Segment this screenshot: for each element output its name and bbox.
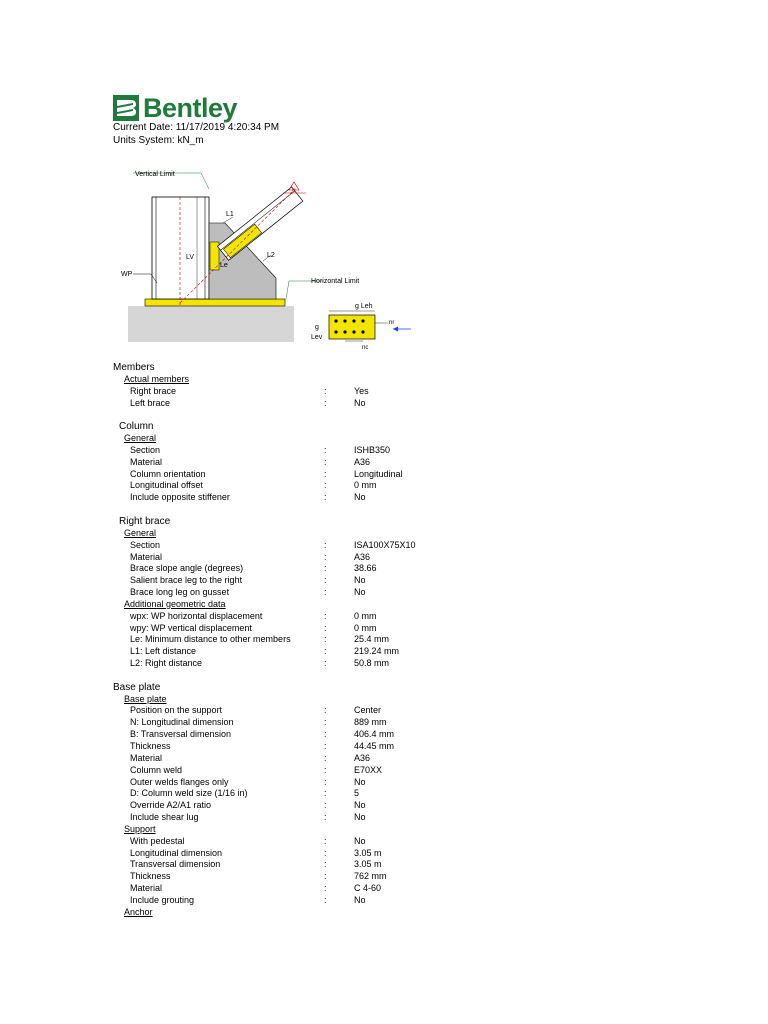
report-row — [113, 575, 533, 587]
section-spacer — [113, 504, 533, 516]
report-row — [113, 859, 533, 871]
row-separator: : — [324, 752, 327, 763]
row-label: Override A2/A1 ratio — [130, 800, 212, 811]
row-label: Include shear lug — [130, 812, 199, 823]
row-separator: : — [324, 539, 327, 550]
row-label: Salient brace leg to the right — [130, 575, 243, 586]
report-table — [113, 362, 533, 919]
support-block — [128, 306, 294, 342]
row-label: N: Longitudinal dimension — [130, 717, 234, 728]
row-value: No — [354, 835, 366, 846]
report-row — [113, 741, 533, 753]
row-label: Column weld — [130, 764, 183, 775]
row-value: No — [354, 894, 366, 905]
row-separator: : — [324, 835, 327, 846]
section-title: Base plate — [113, 681, 161, 693]
row-value: Yes — [354, 385, 369, 396]
report-row — [113, 777, 533, 789]
label-lev: Lev — [311, 334, 323, 341]
subsection-title: Actual members — [124, 373, 190, 384]
row-value: No — [354, 492, 366, 503]
row-separator: : — [324, 859, 327, 870]
row-value: 406.4 mm — [354, 729, 395, 740]
label-nc: nc — [362, 345, 369, 351]
row-label: Longitudinal dimension — [130, 847, 223, 858]
row-label: Material — [130, 883, 163, 894]
section-spacer — [113, 409, 533, 421]
label-l2: L2 — [267, 252, 275, 259]
row-value: No — [354, 397, 366, 408]
report-row — [113, 563, 533, 575]
row-separator: : — [324, 788, 327, 799]
row-value: ISA100X75X10 — [354, 539, 416, 550]
row-label: D: Column weld size (1/16 in) — [130, 788, 248, 799]
row-value: C 4-60 — [354, 883, 382, 894]
row-value: 219.24 mm — [354, 646, 400, 657]
report-row — [113, 457, 533, 469]
row-value: 50.8 mm — [354, 658, 390, 669]
row-separator: : — [324, 729, 327, 740]
report-row — [113, 871, 533, 883]
row-separator: : — [324, 575, 327, 586]
row-separator: : — [324, 658, 327, 669]
report-row — [113, 836, 533, 848]
report-row — [113, 623, 533, 635]
row-value: 0 mm — [354, 480, 377, 491]
row-separator: : — [324, 492, 327, 503]
row-label: Brace long leg on gusset — [130, 587, 230, 598]
row-value: Center — [354, 705, 382, 716]
row-separator: : — [324, 634, 327, 645]
units-system: Units System: kN_m — [113, 135, 204, 146]
report-row — [113, 398, 533, 410]
row-value: ISHB350 — [354, 444, 391, 455]
row-value: 25.4 mm — [354, 634, 390, 645]
row-separator: : — [324, 587, 327, 598]
report-row — [113, 895, 533, 907]
row-separator: : — [324, 812, 327, 823]
row-separator: : — [324, 883, 327, 894]
report-row — [113, 646, 533, 658]
row-label: L2: Right distance — [130, 658, 203, 669]
row-value: No — [354, 587, 366, 598]
row-separator: : — [324, 563, 327, 574]
current-date: Current Date: 11/17/2019 4:20:34 PM — [113, 122, 280, 133]
row-value: 762 mm — [354, 871, 387, 882]
row-label: Thickness — [130, 741, 171, 751]
subsection-title: General — [124, 527, 157, 538]
subsection-title: Support — [124, 823, 156, 834]
label-g-leh: g Leh — [355, 303, 373, 310]
section-title: Column — [119, 421, 154, 433]
report-row — [113, 800, 533, 812]
row-label: Material — [130, 456, 163, 467]
row-separator: : — [324, 764, 327, 775]
row-label: Right brace — [130, 385, 177, 396]
report-row — [113, 445, 533, 457]
subsection-title: General — [124, 433, 157, 444]
label-horizontal-limit: Horizontal Limit — [311, 278, 360, 285]
row-value: A36 — [354, 752, 371, 763]
row-value: No — [354, 812, 366, 823]
report-row — [113, 765, 533, 777]
row-separator: : — [324, 551, 327, 562]
row-label: Thickness — [130, 871, 171, 882]
row-label: Column orientation — [130, 468, 206, 479]
connection-diagram — [113, 163, 413, 355]
row-label: Outer welds flanges only — [130, 776, 229, 787]
report-row — [113, 717, 533, 729]
row-separator: : — [324, 385, 327, 396]
row-value: 0 mm — [354, 622, 377, 633]
row-value: No — [354, 575, 366, 586]
row-label: Section — [130, 539, 161, 550]
bentley-b-icon — [113, 95, 139, 121]
report-row — [113, 848, 533, 860]
svg-text:α: α — [292, 188, 296, 194]
report-row — [113, 469, 533, 481]
label-g: g — [315, 324, 319, 331]
row-label: wpy: WP vertical displacement — [130, 622, 252, 633]
report-row — [113, 883, 533, 895]
report-row — [113, 540, 533, 552]
report-row — [113, 812, 533, 824]
row-value: No — [354, 800, 366, 811]
section-spacer — [113, 670, 533, 682]
logo-text: Bentley — [143, 93, 238, 123]
label-nr: nr — [389, 320, 395, 326]
row-separator: : — [324, 741, 327, 751]
row-label: Section — [130, 444, 161, 455]
bentley-logo — [113, 95, 237, 121]
row-label: Le: Minimum distance to other members — [130, 634, 291, 645]
report-row — [113, 705, 533, 717]
row-separator: : — [324, 894, 327, 905]
row-label: Include opposite stiffener — [130, 492, 230, 503]
report-row — [113, 611, 533, 623]
label-vertical-limit: Vertical Limit — [135, 171, 175, 178]
row-separator: : — [324, 468, 327, 479]
subsection-title: Additional geometric data — [124, 598, 226, 609]
row-value: A36 — [354, 551, 371, 562]
row-label: Left brace — [130, 397, 171, 408]
row-separator: : — [324, 397, 327, 408]
row-value: 889 mm — [354, 717, 387, 728]
section-title: Right brace — [119, 515, 171, 527]
row-separator: : — [324, 444, 327, 455]
row-label: Position on the support — [130, 705, 223, 716]
row-separator: : — [324, 480, 327, 491]
row-separator: : — [324, 610, 327, 621]
subsection-title: Anchor — [124, 906, 153, 917]
subsection-title: Base plate — [124, 693, 167, 704]
row-label: Transversal dimension — [130, 859, 221, 870]
row-separator: : — [324, 717, 327, 728]
row-separator: : — [324, 776, 327, 787]
row-value: 3.05 m — [354, 847, 382, 858]
report-row — [113, 729, 533, 741]
row-separator: : — [324, 800, 327, 811]
report-row — [113, 480, 533, 492]
row-separator: : — [324, 622, 327, 633]
row-value: 44.45 mm — [354, 741, 395, 751]
row-label: Brace slope angle (degrees) — [130, 563, 244, 574]
report-row — [113, 492, 533, 504]
label-le: Le — [220, 262, 228, 269]
row-value: 5 — [354, 788, 360, 799]
report-row — [113, 587, 533, 599]
label-lv: LV — [186, 254, 195, 261]
report-row — [113, 552, 533, 564]
row-label: Material — [130, 752, 163, 763]
row-separator: : — [324, 871, 327, 882]
report-row — [113, 788, 533, 800]
report-row — [113, 634, 533, 646]
row-separator: : — [324, 646, 327, 657]
report-row — [113, 386, 533, 398]
row-value: 3.05 m — [354, 859, 382, 870]
row-label: Longitudinal offset — [130, 480, 203, 491]
bolt-pattern-detail — [311, 303, 411, 351]
row-label: B: Transversal dimension — [130, 729, 232, 740]
row-value: No — [354, 776, 366, 787]
row-label: Material — [130, 551, 163, 562]
row-label: Include grouting — [130, 894, 195, 905]
row-label: With pedestal — [130, 835, 185, 846]
row-value: Longitudinal — [354, 468, 403, 479]
report-row — [113, 658, 533, 670]
row-value: 0 mm — [354, 610, 377, 621]
row-label: L1: Left distance — [130, 646, 197, 657]
label-wp: WP — [121, 271, 133, 278]
report-row — [113, 753, 533, 765]
column — [152, 197, 209, 299]
row-separator: : — [324, 705, 327, 716]
label-l1: L1 — [226, 211, 234, 218]
section-title: Members — [113, 362, 155, 373]
row-value: 38.66 — [354, 563, 377, 574]
row-separator: : — [324, 847, 327, 858]
base-plate — [145, 299, 285, 306]
row-label: wpx: WP horizontal displacement — [130, 610, 263, 621]
row-value: E70XX — [354, 764, 383, 775]
row-separator: : — [324, 456, 327, 467]
row-value: A36 — [354, 456, 371, 467]
